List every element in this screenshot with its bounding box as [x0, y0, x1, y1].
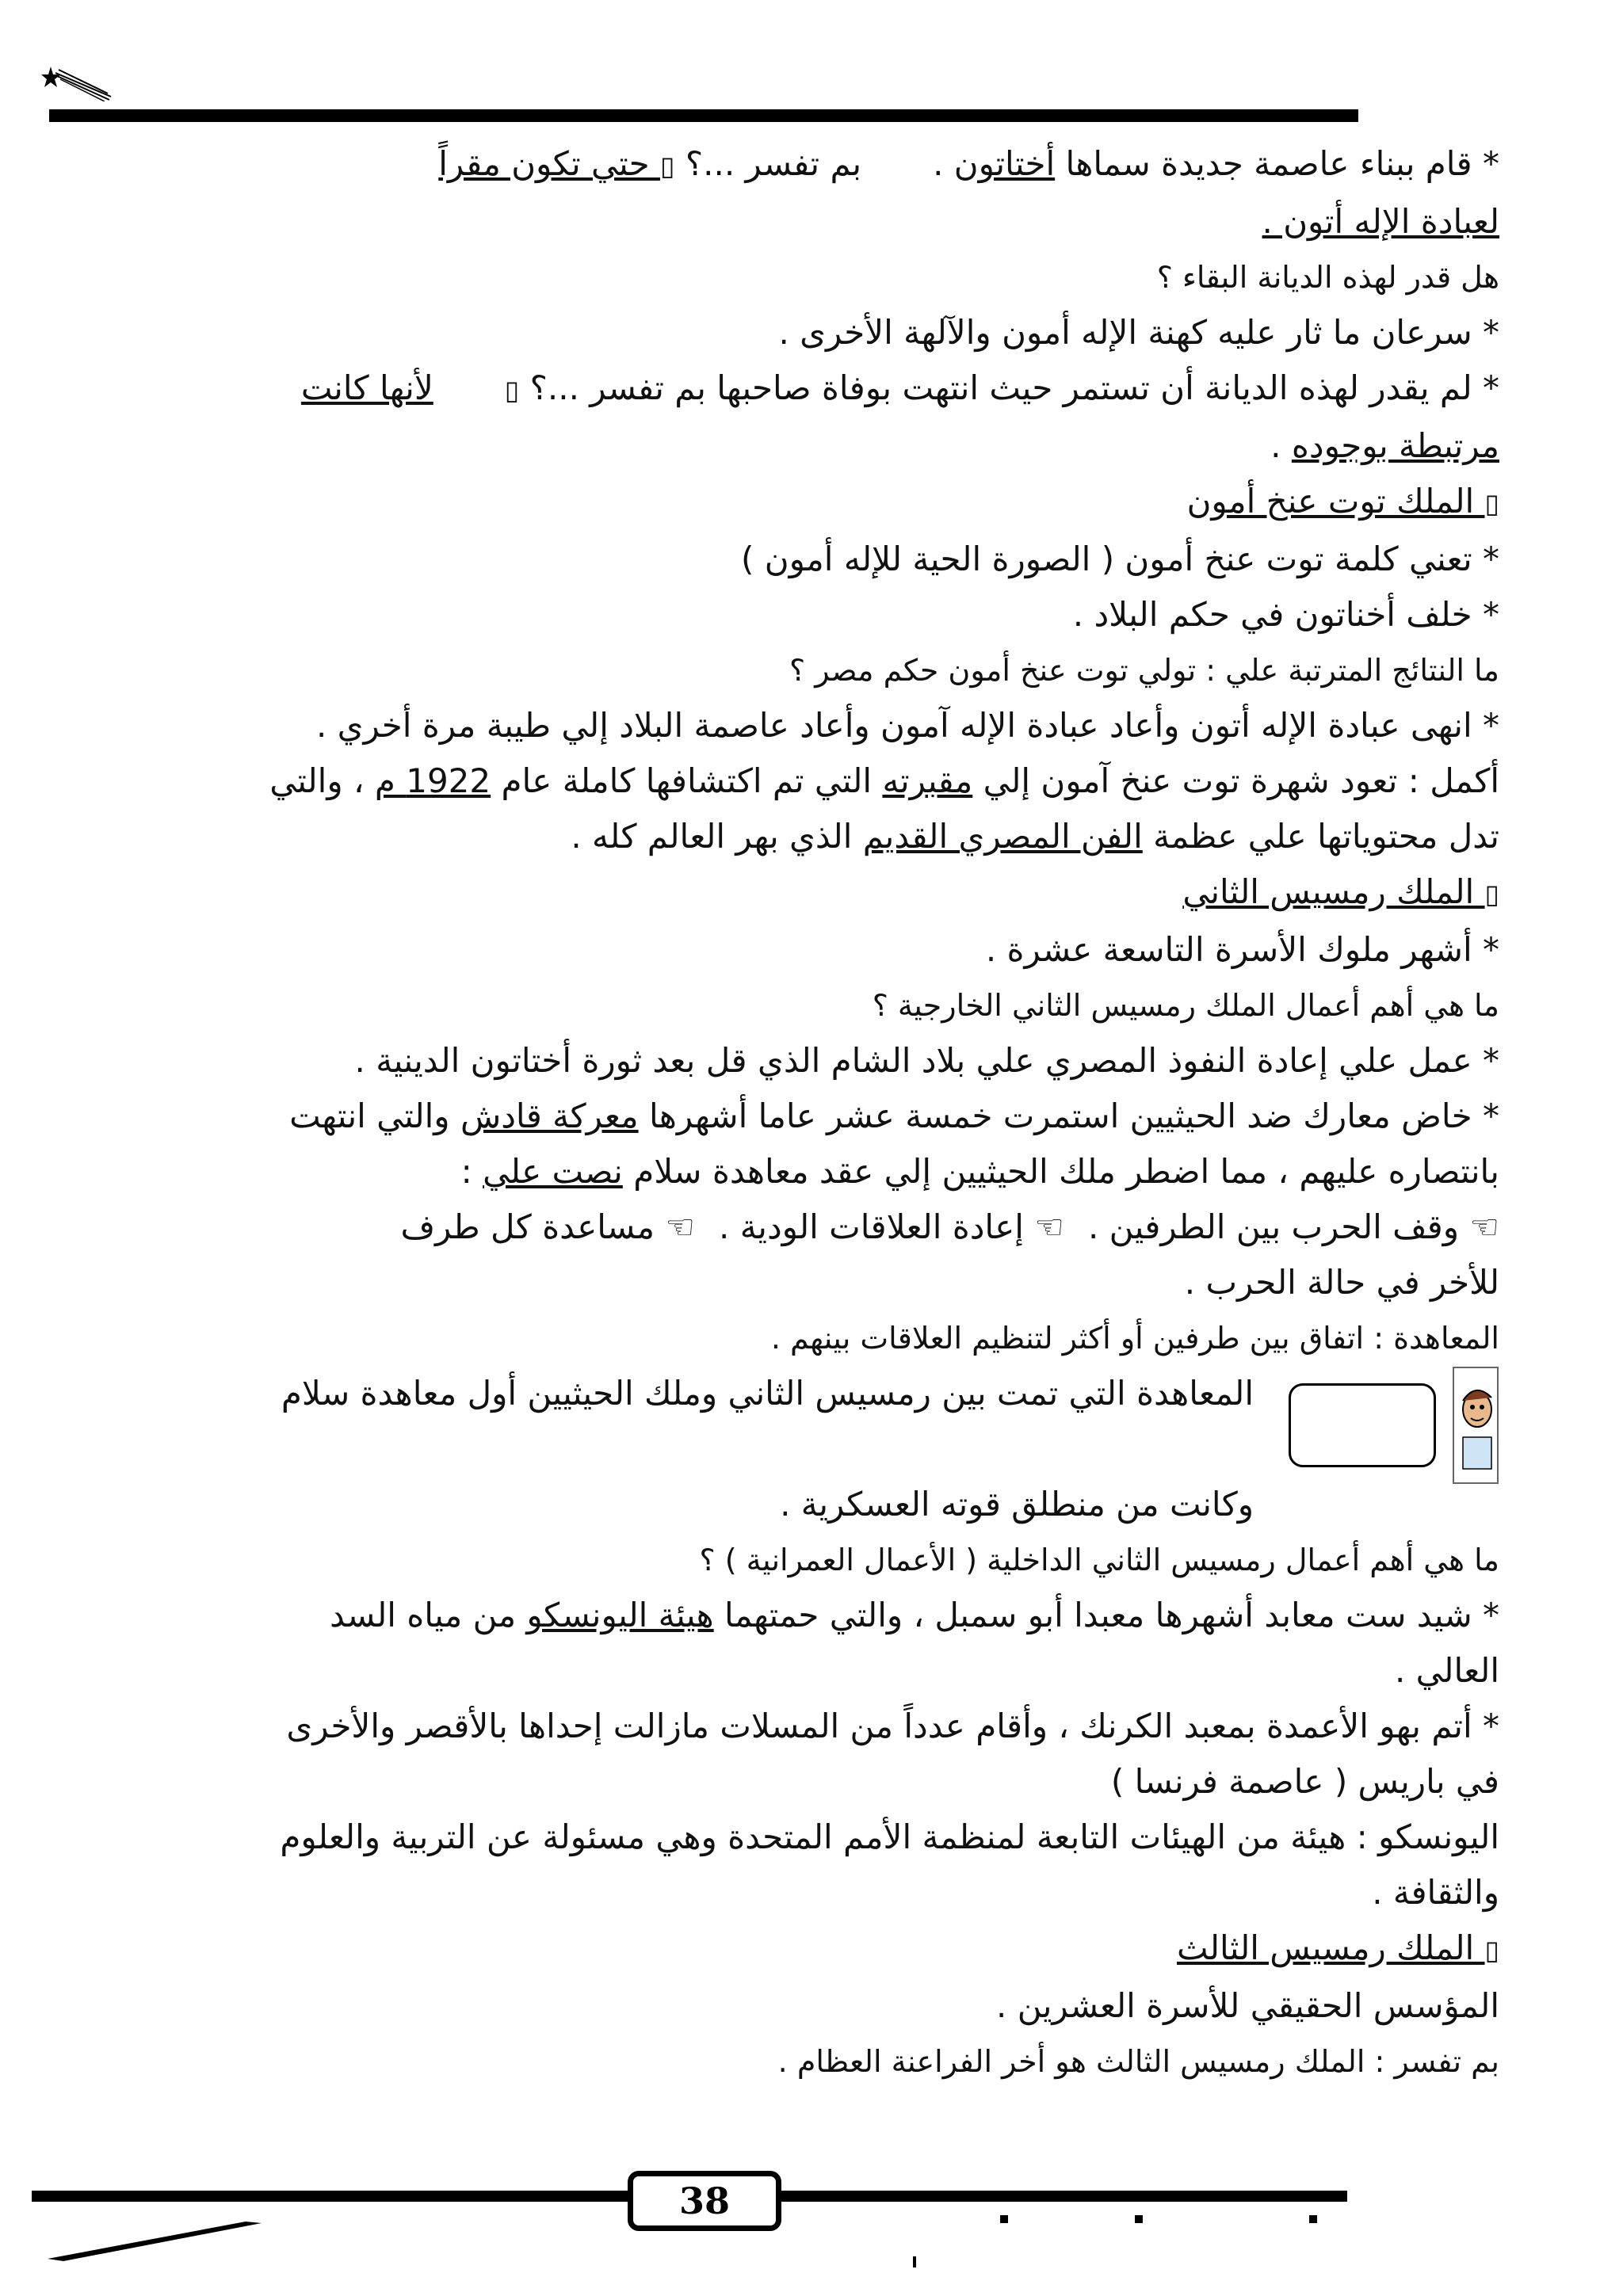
text-line [119, 1199, 1499, 1255]
page-content [119, 136, 1499, 2089]
text-run: المؤسس الحقيقي للأسرة العشرين . [996, 1986, 1499, 2025]
text-run: * أشهر ملوك الأسرة التاسعة عشرة . [985, 930, 1499, 969]
text-line [119, 360, 1499, 418]
text-run: * عمل علي إعادة النفوذ المصري علي بلاد الشام الذي قل بعد ثورة أختاتون الدينية . [354, 1041, 1499, 1080]
note-line-2: وكانت من منطلق قوته العسكرية . [780, 1485, 1254, 1524]
missing-glyph-icon: ▯ [659, 151, 675, 181]
text-line [119, 1920, 1499, 1978]
text-run: للأخر في حالة الحرب . [1184, 1263, 1499, 1302]
text-run: . [1270, 426, 1292, 465]
text-run: * شيد ست معابد أشهرها معبدا أبو سمبل ، والتي حمتهما [713, 1596, 1499, 1634]
text-run: ، والتي [269, 761, 375, 800]
text-line [119, 1144, 1499, 1199]
text-line [119, 532, 1499, 587]
text-run: تدل محتوياتها علي عظمة [1142, 817, 1499, 856]
text-run: أكمل : تعود شهرة توت عنخ آمون إلي [972, 761, 1499, 800]
text-run: * خاض معارك ضد الحيثيين استمرت خمسة عشر عاما أشهرها [638, 1097, 1499, 1135]
text-line [119, 1310, 1499, 1366]
text-line [119, 1089, 1499, 1144]
underlined-text: لعبادة الإله أتون . [1262, 202, 1499, 241]
underlined-text: الملك توت عنخ أمون [1186, 482, 1485, 521]
text-line [119, 922, 1499, 978]
decorative-stroke-icon [48, 2215, 269, 2263]
underlined-text: حتي تكون مقراً [438, 144, 660, 183]
text-run: التي تم اكتشافها كاملة عام [491, 761, 883, 800]
thinking-face-icon [1452, 1366, 1499, 1485]
shooting-star-icon [41, 62, 113, 101]
text-line [119, 809, 1499, 864]
text-line [119, 698, 1499, 753]
text-run: ☜ مساعدة كل طرف [400, 1207, 696, 1246]
decorative-dot [913, 2256, 916, 2267]
text-run: الذي بهر العالم كله . [571, 817, 863, 856]
text-line [119, 978, 1499, 1033]
text-run: ☜ وقف الحرب بين الطرفين . [1087, 1207, 1499, 1246]
text-line [119, 1643, 1499, 1699]
note-line-2-wrap [119, 1477, 1499, 1532]
footer [32, 2171, 1347, 2266]
text-line [119, 418, 1499, 474]
text-run: . [933, 144, 954, 183]
text-block-2 [119, 1532, 1499, 2089]
missing-glyph-icon: ▯ [504, 375, 520, 406]
text-run: * قام ببناء عاصمة جديدة سماها [1055, 144, 1499, 183]
text-run: * أتم بهو الأعمدة بمعبد الكرنك ، وأقام عدداً من المسلات مازالت إحداها بالأقصر والأخرى [286, 1707, 1499, 1745]
text-line [119, 1033, 1499, 1089]
text-run: * خلف أخناتون في حكم البلاد . [1072, 595, 1499, 634]
text-line [119, 305, 1499, 360]
note-line-1: المعاهدة التي تمت بين رمسيس الثاني وملك الحيثيين أول معاهدة سلام [281, 1374, 1254, 1413]
underlined-text: نصت علي [483, 1152, 623, 1191]
underlined-text: مرتبطة بوجوده [1291, 426, 1499, 465]
text-run: المعاهدة : اتفاق بين طرفين أو أكثر لتنظيم العلاقات بينهم . [770, 1321, 1499, 1356]
missing-glyph-icon: ▯ [1484, 1935, 1499, 1966]
text-line [119, 2034, 1499, 2089]
underlined-text: الملك رمسيس الثاني [1182, 872, 1485, 911]
underlined-text: مقبرته [882, 761, 973, 800]
text-run: : [460, 1152, 483, 1191]
text-line [119, 864, 1499, 922]
text-line [119, 587, 1499, 643]
text-line [119, 753, 1499, 809]
underlined-text: لأنها كانت [300, 368, 433, 407]
text-line [119, 194, 1499, 250]
text-run: * تعني كلمة توت عنخ أمون ( الصورة الحية للإله أمون ) [741, 540, 1499, 578]
text-run: بم تفسر : الملك رمسيس الثالث هو أخر الفراعنة العظام . [777, 2044, 1499, 2079]
text-line [119, 1532, 1499, 1588]
underlined-text: هيئة اليونسكو [526, 1596, 714, 1634]
note-box [1289, 1383, 1436, 1467]
text-line [119, 1588, 1499, 1643]
underlined-text: معركة قادش [460, 1097, 639, 1135]
decorative-dot [1135, 2215, 1143, 2223]
text-line [119, 474, 1499, 532]
text-line [119, 250, 1499, 305]
text-run: * لم يقدر لهذه الديانة أن تستمر حيث انتهت بوفاة صاحبها بم تفسر ...؟ [519, 368, 1499, 407]
text-run: اليونسكو : هيئة من الهيئات التابعة لمنظمة الأمم المتحدة وهي مسئولة عن التربية والعلوم [280, 1817, 1499, 1856]
text-run: هل قدر لهذه الديانة البقاء ؟ [1156, 260, 1499, 295]
underlined-text: أختاتون [953, 144, 1056, 183]
text-run: * سرعان ما ثار عليه كهنة الإله أمون والآلهة الأخرى . [778, 313, 1499, 352]
text-block-1 [119, 136, 1499, 1366]
text-run: ما هي أهم أعمال رمسيس الثاني الداخلية ( الأعمال العمرانية ) ؟ [699, 1543, 1499, 1577]
text-line [119, 643, 1499, 698]
text-line [119, 1754, 1499, 1810]
text-run: ما هي أهم أعمال الملك رمسيس الثاني الخارجية ؟ [872, 988, 1499, 1023]
text-line [119, 1978, 1499, 2034]
decorative-dot [1000, 2215, 1008, 2223]
underlined-text: 1922 م [374, 761, 491, 800]
missing-glyph-icon: ▯ [1484, 488, 1499, 519]
text-run: العالي . [1394, 1651, 1499, 1690]
text-run: * انهى عبادة الإله أتون وأعاد عبادة الإله آمون وأعاد عاصمة البلاد إلي طيبة مرة أخري . [315, 706, 1499, 745]
text-run: في باريس ( عاصمة فرنسا ) [1110, 1762, 1499, 1801]
top-rule [49, 109, 1358, 122]
text-run: والثقافة . [1372, 1873, 1499, 1912]
text-line [119, 1865, 1499, 1920]
text-run: بم تفسر ...؟ [674, 144, 862, 183]
text-run: من مياه السد [329, 1596, 527, 1634]
text-run: ما النتائج المترتبة علي : تولي توت عنخ أمون حكم مصر ؟ [789, 653, 1499, 688]
text-run: بانتصاره عليهم ، مما اضطر ملك الحيثيين إلي عقد معاهدة سلام [622, 1152, 1499, 1191]
text-run: والتي انتهت [289, 1097, 460, 1135]
missing-glyph-icon: ▯ [1484, 879, 1499, 910]
underlined-text: الملك رمسيس الثالث [1176, 1928, 1485, 1967]
text-run: ☜ إعادة العلاقات الودية . [719, 1207, 1064, 1246]
note-box-row [119, 1366, 1499, 1477]
text-line [119, 1255, 1499, 1310]
text-line [119, 136, 1499, 194]
page-number: 38 [628, 2171, 781, 2231]
underlined-text: الفن المصري القديم [862, 817, 1143, 856]
text-line [119, 1810, 1499, 1865]
decorative-dot [1309, 2215, 1317, 2223]
text-line [119, 1699, 1499, 1754]
